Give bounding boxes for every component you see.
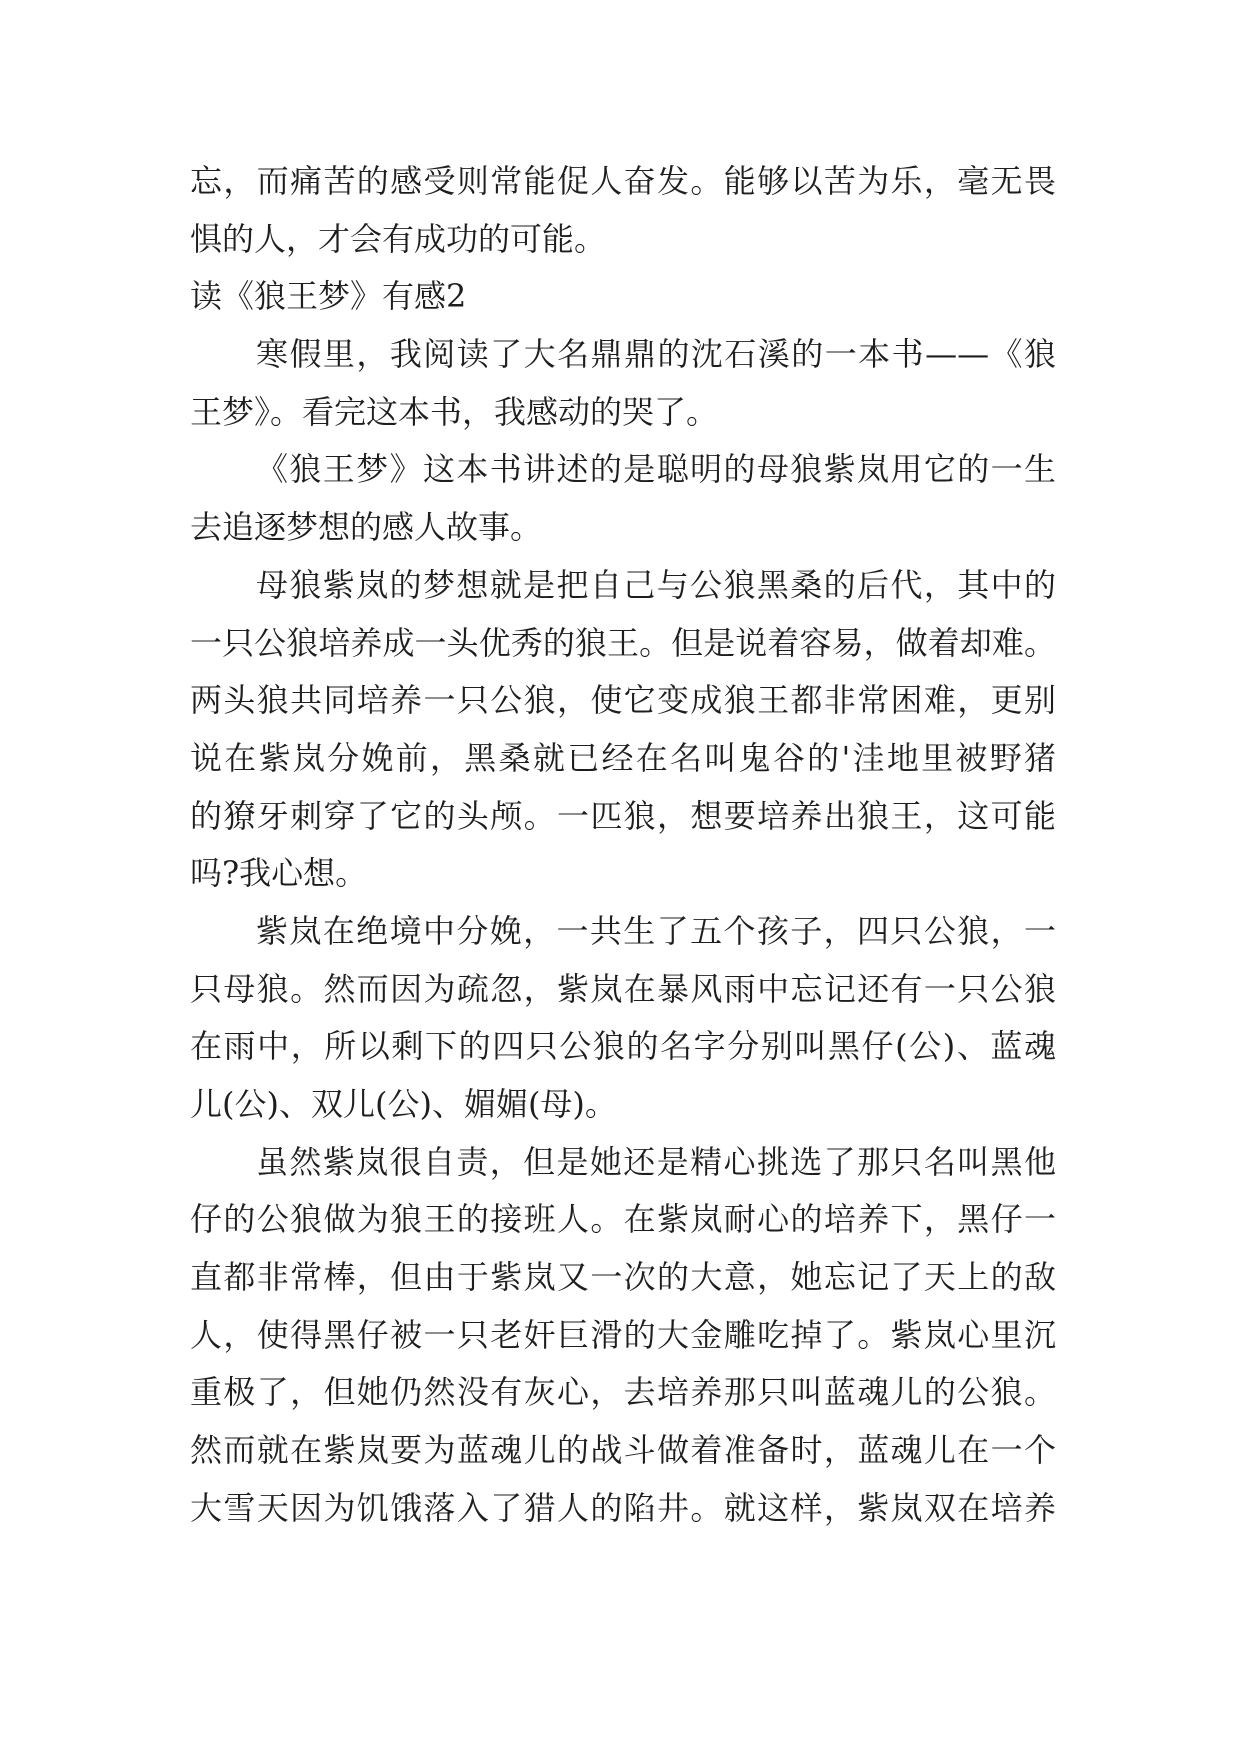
text-line: 《狼王梦》这本书讲述的是聪明的母狼紫岚用它的一生 <box>256 450 1056 489</box>
text-line: 虽然紫岚很自责，但是她还是精心挑选了那只名叫黑他 <box>256 1142 1056 1181</box>
text-line: 吗?我心想。 <box>190 854 368 893</box>
text-line: 仔的公狼做为狼王的接班人。在紫岚耐心的培养下，黑仔一 <box>190 1200 1056 1239</box>
text-line: 只母狼。然而因为疏忽，紫岚在暴风雨中忘记还有一只公狼 <box>190 969 1056 1008</box>
text-line: 然而就在紫岚要为蓝魂儿的战斗做着准备时，蓝魂儿在一个 <box>190 1431 1056 1470</box>
text-line: 重极了，但她仍然没有灰心，去培养那只叫蓝魂儿的公狼。 <box>190 1373 1056 1412</box>
text-line: 在雨中，所以剩下的四只公狼的名字分别叫黑仔(公)、蓝魂 <box>190 1027 1056 1066</box>
text-line: 母狼紫岚的梦想就是把自己与公狼黑桑的后代，其中的 <box>256 565 1056 604</box>
text-line: 直都非常棒，但由于紫岚又一次的大意，她忘记了天上的敌 <box>190 1258 1056 1297</box>
continued-paragraph <box>190 153 1056 268</box>
essay-heading-block <box>190 268 1056 326</box>
document-body <box>190 153 1056 1538</box>
text-line: 去追逐梦想的感人故事。 <box>190 508 543 547</box>
body-paragraph <box>190 903 1056 1134</box>
essay-title: 读《狼王梦》有感2 <box>190 277 467 316</box>
text-line: 的獠牙刺穿了它的头颅。一匹狼，想要培养出狼王，这可能 <box>190 796 1056 835</box>
text-line: 一只公狼培养成一头优秀的狼王。但是说着容易，做着却难。 <box>190 623 1056 662</box>
text-line: 惧的人，才会有成功的可能。 <box>190 219 607 258</box>
text-line: 王梦》。看完这本书，我感动的哭了。 <box>190 392 719 431</box>
text-line: 紫岚在绝境中分娩，一共生了五个孩子，四只公狼，一 <box>256 911 1056 950</box>
text-line: 儿(公)、双儿(公)、媚媚(母)。 <box>190 1085 617 1123</box>
text-line: 说在紫岚分娩前，黑桑就已经在名叫鬼谷的'洼地里被野猪 <box>190 738 1056 777</box>
text-line: 忘，而痛苦的感受则常能促人奋发。能够以苦为乐，毫无畏 <box>190 162 1056 200</box>
body-paragraph <box>190 441 1056 556</box>
text-line: 人，使得黑仔被一只老奸巨滑的大金雕吃掉了。紫岚心里沉 <box>190 1315 1056 1354</box>
body-paragraph <box>190 1134 1056 1538</box>
text-line: 寒假里，我阅读了大名鼎鼎的沈石溪的一本书——《狼 <box>256 335 1056 374</box>
text-line: 大雪天因为饥饿落入了猎人的陷井。就这样，紫岚双在培养 <box>190 1488 1056 1527</box>
body-paragraph <box>190 557 1056 903</box>
text-line: 两头狼共同培养一只公狼，使它变成狼王都非常困难，更别 <box>190 681 1056 720</box>
body-paragraph <box>190 326 1056 441</box>
